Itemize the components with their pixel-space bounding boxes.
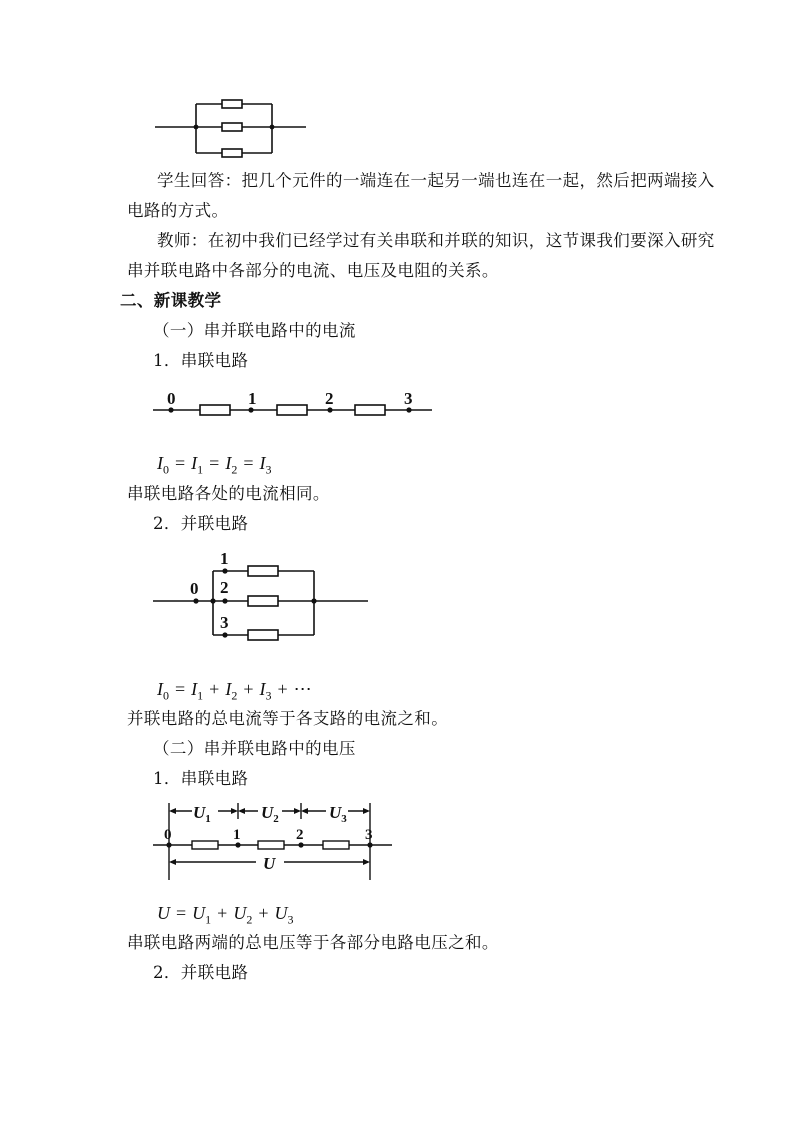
student-answer-line1: 学生回答：把几个元件的一端连在一起另一端也连在一起，然后把两端接入 (157, 171, 715, 190)
segment-voltage-label-1: $U_1$ (193, 803, 211, 825)
parallel-node-label-0: 0 (190, 579, 199, 598)
series-voltage-formula: $U = U_1 + U_2 + U_3$ (157, 903, 294, 927)
segment-voltage-label-2: $U_2$ (261, 803, 279, 825)
part1-title: （一）串并联电路中的电流 (153, 321, 356, 340)
series-node-label-1: 1 (248, 389, 257, 408)
voltage-node-label-2: 2 (296, 827, 304, 843)
part1-series-label: 1．串联电路 (153, 351, 249, 370)
student-answer-line2: 电路的方式。 (127, 201, 229, 220)
parallel-node-label-3: 3 (220, 613, 229, 632)
part2-series-label: 1．串联电路 (153, 769, 249, 788)
voltage-node-label-3: 3 (365, 827, 373, 843)
teacher-line2: 串并联电路中各部分的电流、电压及电阻的关系。 (127, 261, 499, 280)
series-current-formula: $I_0 = I_1 = I_2 = I_3$ (157, 453, 272, 477)
series-current-conclusion: 串联电路各处的电流相同。 (127, 484, 330, 503)
series-node-label-0: 0 (167, 389, 176, 408)
teacher-line1: 教师：在初中我们已经学过有关串联和并联的知识，这节课我们要深入研究 (157, 231, 715, 250)
part2-parallel-label: 2．并联电路 (153, 963, 249, 982)
parallel-node-label-1: 1 (220, 549, 229, 568)
segment-voltage-label-3: $U_3$ (329, 803, 347, 825)
part1-parallel-label: 2．并联电路 (153, 514, 249, 533)
series-node-label-3: 3 (404, 389, 413, 408)
total-voltage-label: U (263, 854, 276, 873)
voltage-node-label-0: 0 (164, 827, 172, 843)
section-heading: 二、新课教学 (120, 291, 222, 310)
part2-title: （二）串并联电路中的电压 (153, 739, 356, 758)
parallel-node-label-2: 2 (220, 578, 229, 597)
series-voltage-conclusion: 串联电路两端的总电压等于各部分电路电压之和。 (127, 933, 499, 952)
parallel-current-formula: $I_0 = I_1 + I_2 + I_3$ + ⋯ (157, 679, 312, 703)
parallel-current-conclusion: 并联电路的总电流等于各支路的电流之和。 (127, 709, 449, 728)
voltage-node-label-1: 1 (233, 827, 241, 843)
series-node-label-2: 2 (325, 389, 334, 408)
